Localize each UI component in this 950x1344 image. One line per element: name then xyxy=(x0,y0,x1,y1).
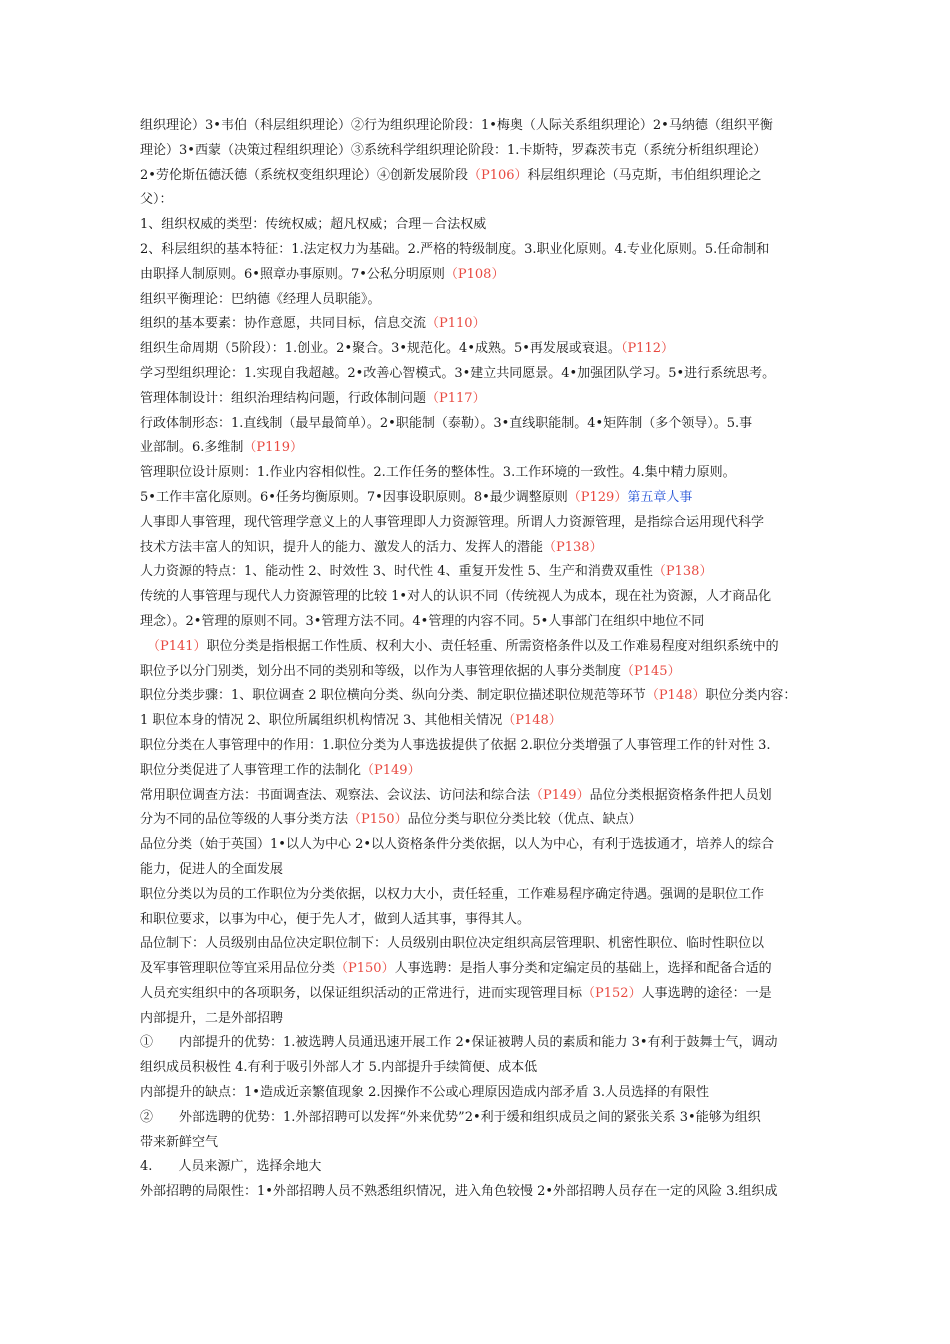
page-reference: （P129） xyxy=(567,489,628,505)
text-segment: 及军事管理职位等宜采用品位分类 xyxy=(140,961,336,977)
text-segment: 分为不同的品位等级的人事分类方法 xyxy=(140,812,349,828)
page-reference: （P138） xyxy=(652,564,713,580)
text-line xyxy=(140,932,820,957)
text-line xyxy=(140,1131,820,1156)
text-segment: 2•劳伦斯伍德沃德（系统权变组织理论）④创新发展阶段 xyxy=(140,167,468,183)
text-line xyxy=(140,1007,820,1032)
page-reference: （P148） xyxy=(645,688,706,704)
page-reference: （P119） xyxy=(243,440,303,456)
text-segment: 职位分类步骤：1、职位调查 2 职位横向分类、纵向分类、制定职位描述职位规范等环节 xyxy=(140,688,646,704)
text-line xyxy=(140,288,820,313)
text-segment: 组织理论）3•韦伯（科层组织理论）②行为组织理论阶段：1•梅奥（人际关系组织理论）2•马纳德（组织平衡 xyxy=(140,118,773,133)
text-segment: 5•工作丰富化原则。6•任务均衡原则。7•因事设职原则。8•最少调整原则 xyxy=(140,489,568,505)
text-line xyxy=(140,511,820,536)
page-reference: （P152） xyxy=(582,985,642,1001)
text-line xyxy=(140,461,820,486)
text-segment: 和职位要求，以事为中心，便于先人才，做到人适其事，事得其人。 xyxy=(140,911,531,927)
text-segment: 科层组织理论（马克斯，韦伯组织理论之 xyxy=(527,167,762,183)
text-line xyxy=(140,412,820,437)
text-segment: 带来新鲜空气 xyxy=(140,1134,219,1150)
text-line xyxy=(140,734,820,759)
text-line xyxy=(140,1155,820,1180)
text-segment: 常用职位调查方法：书面调查法、观察法、会议法、访问法和综合法 xyxy=(140,787,531,803)
text-segment: 品位制下：人员级别由品位决定职位制下：人员级别由职位决定组织高层管理职、机密性职位、临时性职位以 xyxy=(140,936,765,952)
text-segment: 管理职位设计原则：1.作业内容相似性。2.工作任务的整体性。3.工作环境的一致性。4.集中精力原则。 xyxy=(140,465,736,481)
text-segment: 父）： xyxy=(140,192,173,208)
text-line xyxy=(140,660,820,685)
text-line xyxy=(140,188,820,213)
text-segment: 职位分类促进了人事管理工作的法制化 xyxy=(140,762,362,778)
text-line xyxy=(140,164,820,189)
text-line xyxy=(140,213,820,238)
text-segment: 管理体制设计：组织治理结构问题，行政体制问题 xyxy=(140,390,427,406)
text-segment: 内部提升，二是外部招聘 xyxy=(140,1010,284,1026)
text-segment: 传统的人事管理与现代人力资源管理的比较 1•对人的认识不同（传统视人为成本，现在社为资源，人才商品化 xyxy=(140,589,772,605)
page-reference: （P110） xyxy=(426,316,486,332)
text-line xyxy=(140,387,820,412)
text-segment: 技术方法丰富人的知识，提升人的能力、激发人的活力、发挥人的潜能 xyxy=(140,539,544,555)
page-reference: （P149） xyxy=(530,787,590,803)
text-line xyxy=(140,982,820,1007)
text-line xyxy=(140,684,820,709)
text-line xyxy=(140,436,820,461)
text-line xyxy=(140,1056,820,1081)
text-segment: 理念）。2•管理的原则不同。3•管理方法不同。4•管理的内容不同。5•人事部门在组织中地位不同 xyxy=(140,613,705,629)
text-line xyxy=(140,833,820,858)
text-segment: 人事即人事管理，现代管理学意义上的人事管理即人力资源管理。所谓人力资源管理，是指综合运用现代科学 xyxy=(140,514,765,530)
text-segment: 1、组织权威的类型：传统权威；超凡权威；合理－合法权威 xyxy=(140,217,487,233)
page-reference: （P150） xyxy=(348,812,408,828)
text-segment: 职位予以分门别类，划分出不同的类别和等级，以作为人事管理依据的人事分类制度 xyxy=(140,663,622,679)
text-segment: 品位分类根据资格条件把人员划 xyxy=(589,787,772,803)
document-page xyxy=(140,114,820,1205)
page-reference: （P141） xyxy=(147,638,207,654)
text-segment: 职位分类内容： xyxy=(705,688,797,704)
text-line xyxy=(140,238,820,263)
page-reference: （P145） xyxy=(621,663,681,679)
text-line xyxy=(140,1106,820,1131)
text-segment: 由职择人制原则。6•照章办事原则。7•公私分明原则 xyxy=(140,266,445,282)
text-segment: 人事选聘：是指人事分类和定编定员的基础上，选择和配备合适的 xyxy=(394,961,772,977)
chapter-heading: 第五章人事 xyxy=(627,489,693,505)
text-line xyxy=(140,883,820,908)
text-line xyxy=(140,908,820,933)
text-segment: 组织成员积极性 4.有利于吸引外部人才 5.内部提升手续简便、成本低 xyxy=(140,1060,538,1076)
text-line xyxy=(140,1180,820,1205)
text-segment: 人员充实组织中的各项职务，以保证组织活动的正常进行，进而实现管理目标 xyxy=(140,985,583,1001)
text-segment: 能力，促进人的全面发展 xyxy=(140,861,284,877)
page-reference: （P138） xyxy=(543,539,603,555)
text-line xyxy=(140,858,820,883)
text-segment: 行政体制形态：1.直线制（最早最简单）。2•职能制（泰勒）。3•直线职能制。4•矩阵制（多个领导）。5.事 xyxy=(140,415,753,431)
text-segment: 组织生命周期（5阶段）：1.创业。2•聚合。3•规范化。4•成熟。5•再发展或衰退。 xyxy=(140,341,621,357)
text-line xyxy=(140,585,820,610)
text-line xyxy=(140,1031,820,1056)
text-segment: 职位分类在人事管理中的作用：1.职位分类为人事选拔提供了依据 2.职位分类增强了人事管理工作的针对性 3. xyxy=(140,737,771,753)
text-segment: 职位分类是指根据工作性质、权利大小、责任轻重、所需资格条件以及工作难易程度对组织系统中的 xyxy=(206,638,779,654)
text-line xyxy=(140,610,820,635)
text-segment: 外部招聘的局限性：1•外部招聘人员不熟悉组织情况，进入角色较慢 2•外部招聘人员存在一定的风险 3.组织成 xyxy=(140,1184,778,1200)
text-line xyxy=(140,139,820,164)
page-reference: （P108） xyxy=(444,266,505,282)
text-segment: 2、科层组织的基本特征：1.法定权力为基础。2.严格的特级制度。3.职业化原则。4.专业化原则。5.任命制和 xyxy=(140,241,770,257)
text-segment: 人力资源的特点：1、能动性 2、时效性 3、时代性 4、重复开发性 5、生产和消费双重性 xyxy=(140,564,653,580)
text-line xyxy=(140,263,820,288)
text-segment: 人事选聘的途径：一是 xyxy=(641,985,772,1001)
text-segment: 职位分类以为员的工作职位为分类依据，以权力大小，责任轻重，工作难易程序确定待遇。强调的是职位工作 xyxy=(140,886,765,902)
page-reference: （P148） xyxy=(502,713,562,729)
text-line xyxy=(140,362,820,387)
text-segment: 组织平衡理论：巴纳德《经理人员职能》。 xyxy=(140,291,381,307)
text-line xyxy=(140,560,820,585)
text-line xyxy=(140,536,820,561)
text-line xyxy=(140,312,820,337)
page-reference: （P106） xyxy=(467,167,528,183)
text-line xyxy=(140,957,820,982)
text-line xyxy=(140,709,820,734)
page-reference: （P150） xyxy=(335,961,395,977)
text-segment: 1 职位本身的情况 2、职位所属组织机构情况 3、其他相关情况 xyxy=(140,713,503,729)
text-line xyxy=(140,114,820,139)
text-segment: 学习型组织理论：1.实现自我超越。2•改善心智模式。3•建立共同愿景。4•加强团队学习。5•进行系统思考。 xyxy=(140,365,776,381)
text-segment: 内部提升的缺点：1•造成近亲繁值现象 2.因操作不公或心理原因造成内部矛盾 3.人员选择的有限性 xyxy=(140,1085,710,1101)
page-reference: （P149） xyxy=(361,762,421,778)
text-segment: ① 内部提升的优势：1.被选聘人员通迅速开展工作 2•保证被聘人员的素质和能力 3•有利于鼓舞士气，调动 xyxy=(140,1035,778,1051)
text-segment: 组织的基本要素：协作意愿，共同目标，信息交流 xyxy=(140,316,427,332)
text-segment: 业部制。6.多维制 xyxy=(140,440,244,456)
text-segment: ② 外部选聘的优势：1.外部招聘可以发挥“外来优势”2•利于缓和组织成员之间的紧张关系 3•能够为组织 xyxy=(140,1109,761,1125)
text-line xyxy=(140,486,820,511)
page-reference: （P117） xyxy=(426,390,486,406)
text-line xyxy=(140,635,820,660)
text-line xyxy=(140,759,820,784)
text-line xyxy=(140,784,820,809)
text-segment: 品位分类与职位分类比较（优点、缺点） xyxy=(407,812,642,828)
text-line xyxy=(140,808,820,833)
text-segment: 理论）3•西蒙（决策过程组织理论）③系统科学组织理论阶段：1.卡斯特，罗森茨韦克（系统分析组织理论） xyxy=(140,142,767,158)
text-segment: 4. 人员来源广，选择余地大 xyxy=(140,1159,322,1175)
text-segment: 品位分类（始于英国）1•以人为中心 2•以人资格条件分类依据，以人为中心，有利于选拔通才，培养人的综合 xyxy=(140,837,775,853)
text-line xyxy=(140,337,820,362)
page-reference: （P112） xyxy=(620,341,674,357)
text-line xyxy=(140,1081,820,1106)
